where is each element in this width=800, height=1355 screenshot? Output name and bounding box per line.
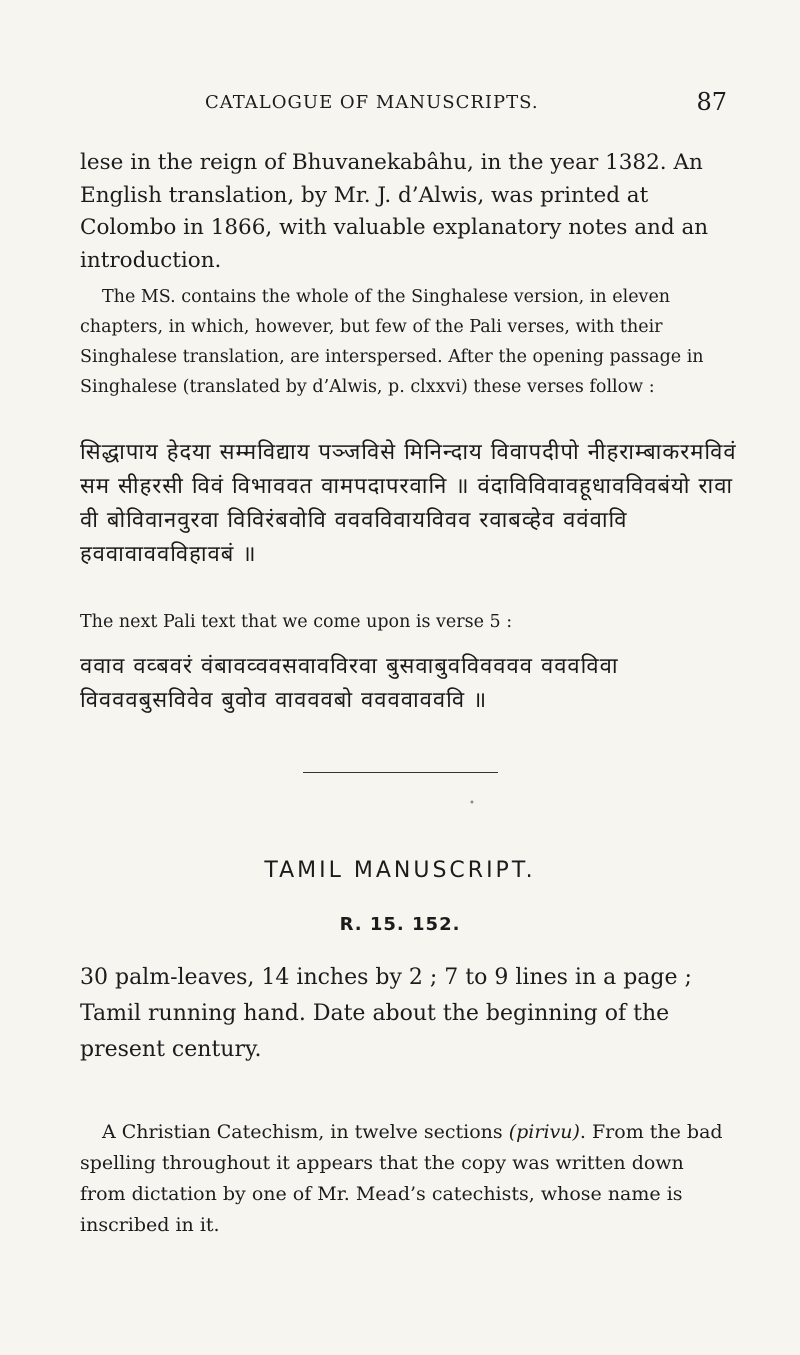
manuscript-reference: R. 15. 152. — [339, 914, 461, 935]
paragraph-physical-description: 30 palm-leaves, 14 inches by 2 ; 7 to 9 lines in a page ; Tamil running hand. Date about the beginning of the present century. — [80, 965, 692, 1062]
pali-verse-block-1: सिद्धापाय हेदया सम्मविद्याय पञ्जविसे मिनिन्दाय विवापदीपो नीहराम्बाकरमविवं सम सीहरसी विवं विभाववत वामपदापरवानि ॥ वंदाविविवावहूधावविवबंयो रावा वी बोविवानवुरवा विविरंबवोवि वववविवायविवव रवाबव्हेव ववंवावि हववावाववविहावबं ॥ — [80, 440, 737, 567]
paragraph-next-text: The next Pali text that we come upon is verse 5 : — [80, 612, 513, 632]
catechism-text-suffix: . From the bad spelling throughout it appears that the copy was written down from dictation by one of Mr. Mead’s catechists, whose name is inscribed in it. — [80, 1121, 723, 1236]
paragraph-ms-contents-text: The MS. contains the whole of the Singhalese version, in eleven chapters, in which, however, but few of the Pali verses, with their Singhalese translation, are interspersed. After the opening passage in Singhalese (translated by d’Alwis, p. clxxvi) these verses follow : — [80, 287, 704, 397]
catechism-term: (pirivu) — [508, 1121, 580, 1143]
running-header — [80, 88, 735, 118]
catechism-text-prefix: A Christian Catechism, in twelve sections — [102, 1121, 509, 1143]
section-divider — [303, 772, 498, 773]
paragraph-translation-note: lese in the reign of Bhuvanekabâhu, in the year 1382. An English translation, by Mr. J. d’Alwis, was printed at Colombo in 1866, with valuable explanatory notes and an introduction. — [80, 150, 709, 273]
divider-mark: • — [469, 798, 475, 809]
page-number: 87 — [696, 88, 727, 116]
section-heading: TAMIL MANUSCRIPT. — [264, 858, 536, 883]
running-title: CATALOGUE OF MANUSCRIPTS. — [205, 92, 539, 113]
paragraph-ms-contents — [80, 282, 732, 402]
pali-verse-block-2: ववाव वव्बवरं वंबावव्ववसवावविरवा बुसवाबुवविवववव वववविवा विवववबुसविवेव बुवोव वावववबो ववववावववि ॥ — [80, 654, 619, 713]
paragraph-catechism — [80, 1117, 732, 1241]
